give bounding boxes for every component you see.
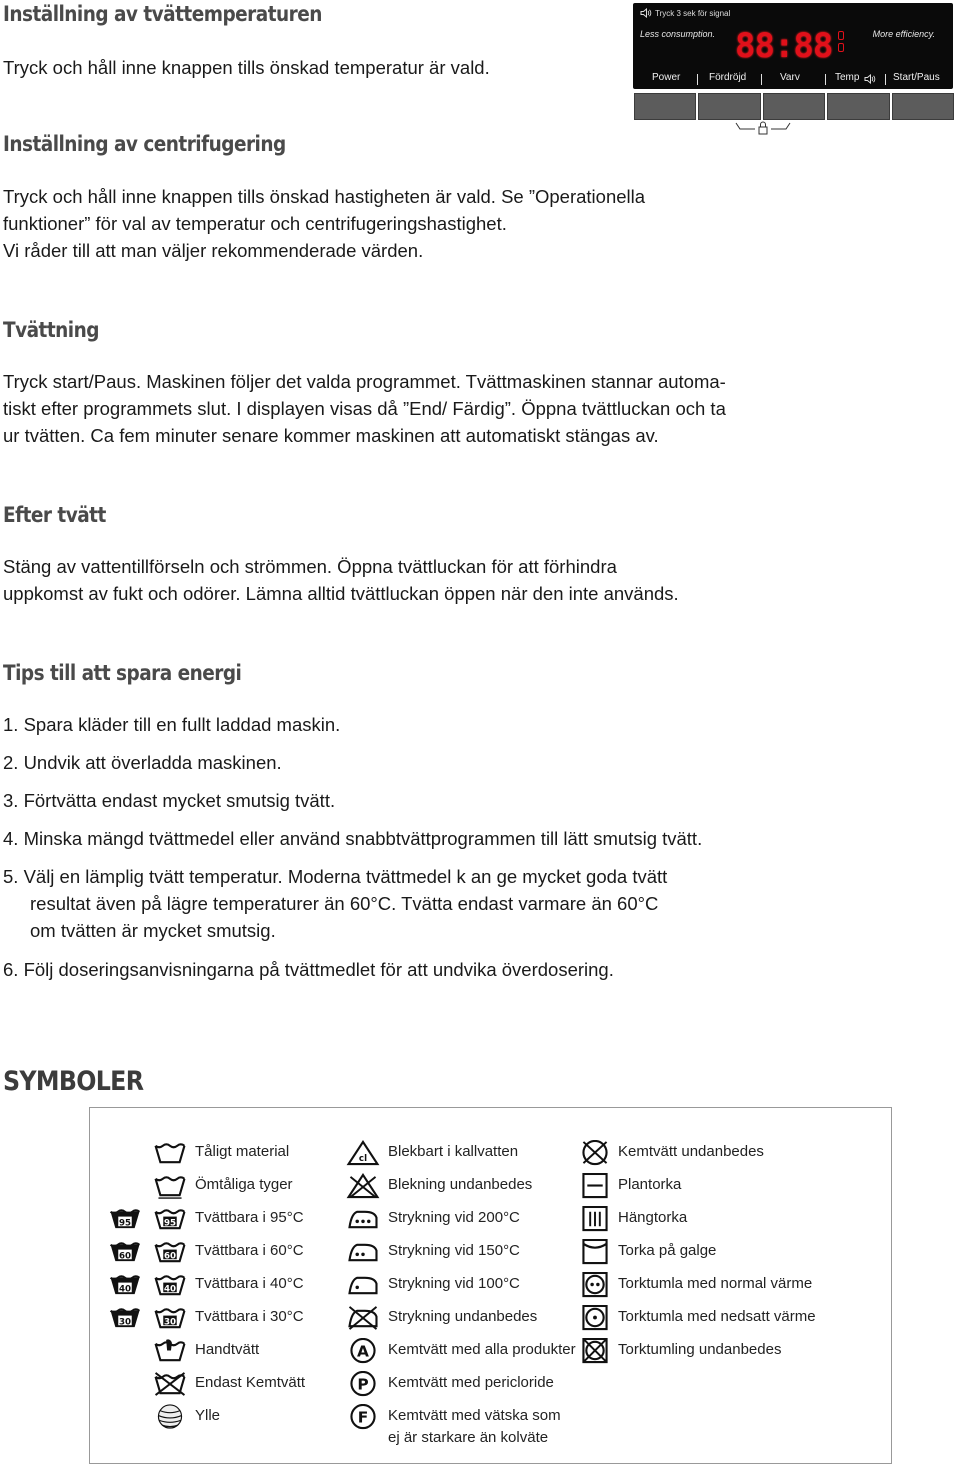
symbol-label: Kemtvätt med alla produkter [388, 1341, 576, 1358]
delay-key[interactable] [698, 93, 760, 120]
svg-text:F: F [357, 1408, 369, 1427]
delay-label: Fördröjd [709, 72, 747, 83]
wash-95-icon [152, 1206, 188, 1232]
symbol-label: Plantorka [618, 1176, 682, 1193]
svg-text:30: 30 [163, 1317, 177, 1328]
tip-item: 2. Undvik att överladda maskinen. [3, 752, 282, 773]
symbol-label: Strykning undanbedes [388, 1308, 538, 1325]
handwash-icon [152, 1338, 188, 1364]
wash-95-icon [107, 1206, 143, 1232]
symbol-label: Handtvätt [195, 1341, 260, 1358]
svg-text:60: 60 [163, 1251, 177, 1262]
start-pause-label: Start/Paus [893, 72, 940, 83]
symbol-label: Hängtorka [618, 1209, 688, 1226]
panel-keys [634, 93, 954, 120]
less-consumption-label: Less consumption. [640, 29, 716, 39]
line-dry-icon [577, 1239, 613, 1265]
svg-text:P: P [357, 1375, 369, 1394]
svg-text:A: A [357, 1342, 369, 1361]
tip-item: 3. Förtvätta endast mycket smutsig tvätt. [3, 790, 336, 811]
spin-text-2: funktioner” för val av temperatur och centrifugeringshastighet. [3, 213, 507, 234]
tip-item: 6. Följ doseringsanvisningarna på tvättmedlet för att undvika överdosering. [3, 959, 614, 980]
after-text-2: uppkomst av fukt och odörer. Lämna alltid tvättluckan öppen när den inte används. [3, 583, 679, 604]
svg-text:cl: cl [358, 1154, 368, 1165]
control-panel [633, 3, 953, 89]
bleach-cold-icon [345, 1140, 381, 1166]
symbol-label: Strykning vid 150°C [388, 1242, 520, 1259]
wool-icon [152, 1404, 188, 1430]
symbol-label: Blekbart i kallvatten [388, 1143, 519, 1160]
iron-150-icon [345, 1239, 381, 1265]
temp-key[interactable] [827, 93, 889, 120]
spin-key[interactable] [763, 93, 825, 120]
dryclean-p-icon [345, 1371, 381, 1397]
tumble-normal-icon [577, 1272, 613, 1298]
no-iron-icon [345, 1305, 381, 1331]
symbol-label: Ylle [195, 1407, 221, 1424]
symbol-label: Tvättbara i 95°C [195, 1209, 304, 1226]
power-label: Power [652, 72, 681, 83]
symbol-label: Tvättbara i 30°C [195, 1308, 304, 1325]
tip-item-continued: resultat även på lägre temperaturer än 60°C. Tvätta endast varmare än 60°C [30, 893, 659, 914]
led-display: 88:88 [735, 26, 833, 66]
drip-dry-icon [577, 1206, 613, 1232]
no-wash-icon [152, 1371, 188, 1397]
dryclean-a-icon [345, 1338, 381, 1364]
symbol-label: Torktumling undanbedes [618, 1341, 782, 1358]
no-bleach-icon [345, 1173, 381, 1199]
tip-item-continued: om tvätten är mycket smutsig. [30, 920, 276, 941]
svg-text:95: 95 [118, 1218, 132, 1229]
tip-item: 4. Minska mängd tvättmedel eller använd snabbtvättprogrammen till lätt smutsig tvätt. [3, 828, 703, 849]
wash-30-icon [152, 1305, 188, 1331]
tip-item: 5. Välj en lämplig tvätt temperatur. Moderna tvättmedel k an ge mycket goda tvätt [3, 866, 668, 887]
more-efficiency-label: More efficiency. [872, 29, 935, 39]
speaker-icon [640, 8, 652, 18]
start-pause-key[interactable] [892, 93, 954, 120]
wash-text-1: Tryck start/Paus. Maskinen följer det valda programmet. Tvättmaskinen stannar automa- [3, 371, 726, 392]
signal-hint-text: Tryck 3 sek för signal [655, 8, 731, 18]
no-dryclean-icon [577, 1140, 613, 1166]
wash-60-icon [152, 1239, 188, 1265]
wash-40-icon [107, 1272, 143, 1298]
washtub-icon [152, 1140, 188, 1166]
iron-200-icon [345, 1206, 381, 1232]
wash-text-3: ur tvätten. Ca fem minuter senare kommer maskinen att automatiskt stängas av. [3, 425, 659, 446]
spin-label: Varv [780, 72, 800, 83]
symbol-label: Kemtvätt med pericloride [388, 1374, 554, 1391]
wash-60-icon [107, 1239, 143, 1265]
symbol-label: Strykning vid 200°C [388, 1209, 520, 1226]
symbol-label: Torktumla med nedsatt värme [618, 1308, 816, 1325]
iron-100-icon [345, 1272, 381, 1298]
dryclean-f-icon [345, 1404, 381, 1430]
power-key[interactable] [634, 93, 696, 120]
symbol-label: Torka på galge [618, 1242, 717, 1259]
after-text-1: Stäng av vattentillförseln och strömmen. Öppna tvättluckan för att förhindra [3, 556, 617, 577]
svg-text:40: 40 [118, 1284, 132, 1295]
child-lock-icon [735, 120, 791, 136]
symbol-label: Ömtåliga tyger [195, 1176, 293, 1193]
svg-text:60: 60 [118, 1251, 132, 1262]
washtub-gentle-icon [152, 1173, 188, 1199]
speaker-icon [864, 74, 876, 84]
symbol-label: Strykning vid 100°C [388, 1275, 520, 1292]
tip-item: 1. Spara kläder till en fullt laddad maskin. [3, 714, 341, 735]
symbol-label: Endast Kemtvätt [195, 1374, 306, 1391]
symbol-label: Tåligt material [195, 1143, 290, 1160]
heading-temperature: Inställning av tvättemperaturen [3, 2, 322, 26]
no-tumble-icon [577, 1338, 613, 1364]
wash-30-icon [107, 1305, 143, 1331]
wash-text-2: tiskt efter programmets slut. I displayen visas då ”End/ Färdig”. Öppna tvättluckan och ta [3, 398, 726, 419]
signal-hint [640, 8, 730, 18]
symbol-label: Torktumla med normal värme [618, 1275, 813, 1292]
symbols-table [89, 1107, 892, 1464]
dry-flat-icon [577, 1173, 613, 1199]
symbol-label: Kemtvätt undanbedes [618, 1143, 764, 1160]
tumble-low-icon [577, 1305, 613, 1331]
symbol-label: Tvättbara i 40°C [195, 1275, 304, 1292]
heading-energy-tips: Tips till att spara energi [3, 661, 242, 685]
svg-text:30: 30 [118, 1317, 132, 1328]
svg-text:40: 40 [163, 1284, 177, 1295]
symbol-label: Kemtvätt med vätska som [388, 1407, 561, 1424]
symbol-label: Tvättbara i 60°C [195, 1242, 304, 1259]
svg-text:95: 95 [163, 1218, 177, 1229]
symbol-label: Blekning undanbedes [388, 1176, 533, 1193]
panel-button-labels [633, 72, 953, 86]
wash-40-icon [152, 1272, 188, 1298]
symbols-title: SYMBOLER [3, 1066, 144, 1097]
temperature-text: Tryck och håll inne knappen tills önskad temperatur är vald. [3, 57, 490, 78]
heading-wash: Tvättning [3, 318, 99, 342]
spin-text-3: Vi råder till att man väljer rekommenderade värden. [3, 240, 424, 261]
door-lock-indicators [838, 31, 846, 57]
symbol-label: ej är starkare än kolväte [388, 1429, 549, 1446]
heading-after-wash: Efter tvätt [3, 503, 106, 527]
spin-text-1: Tryck och håll inne knappen tills önskad hastigheten är vald. Se ”Operationella [3, 186, 646, 207]
temp-label: Temp [835, 72, 860, 83]
heading-spin: Inställning av centrifugering [3, 132, 286, 156]
